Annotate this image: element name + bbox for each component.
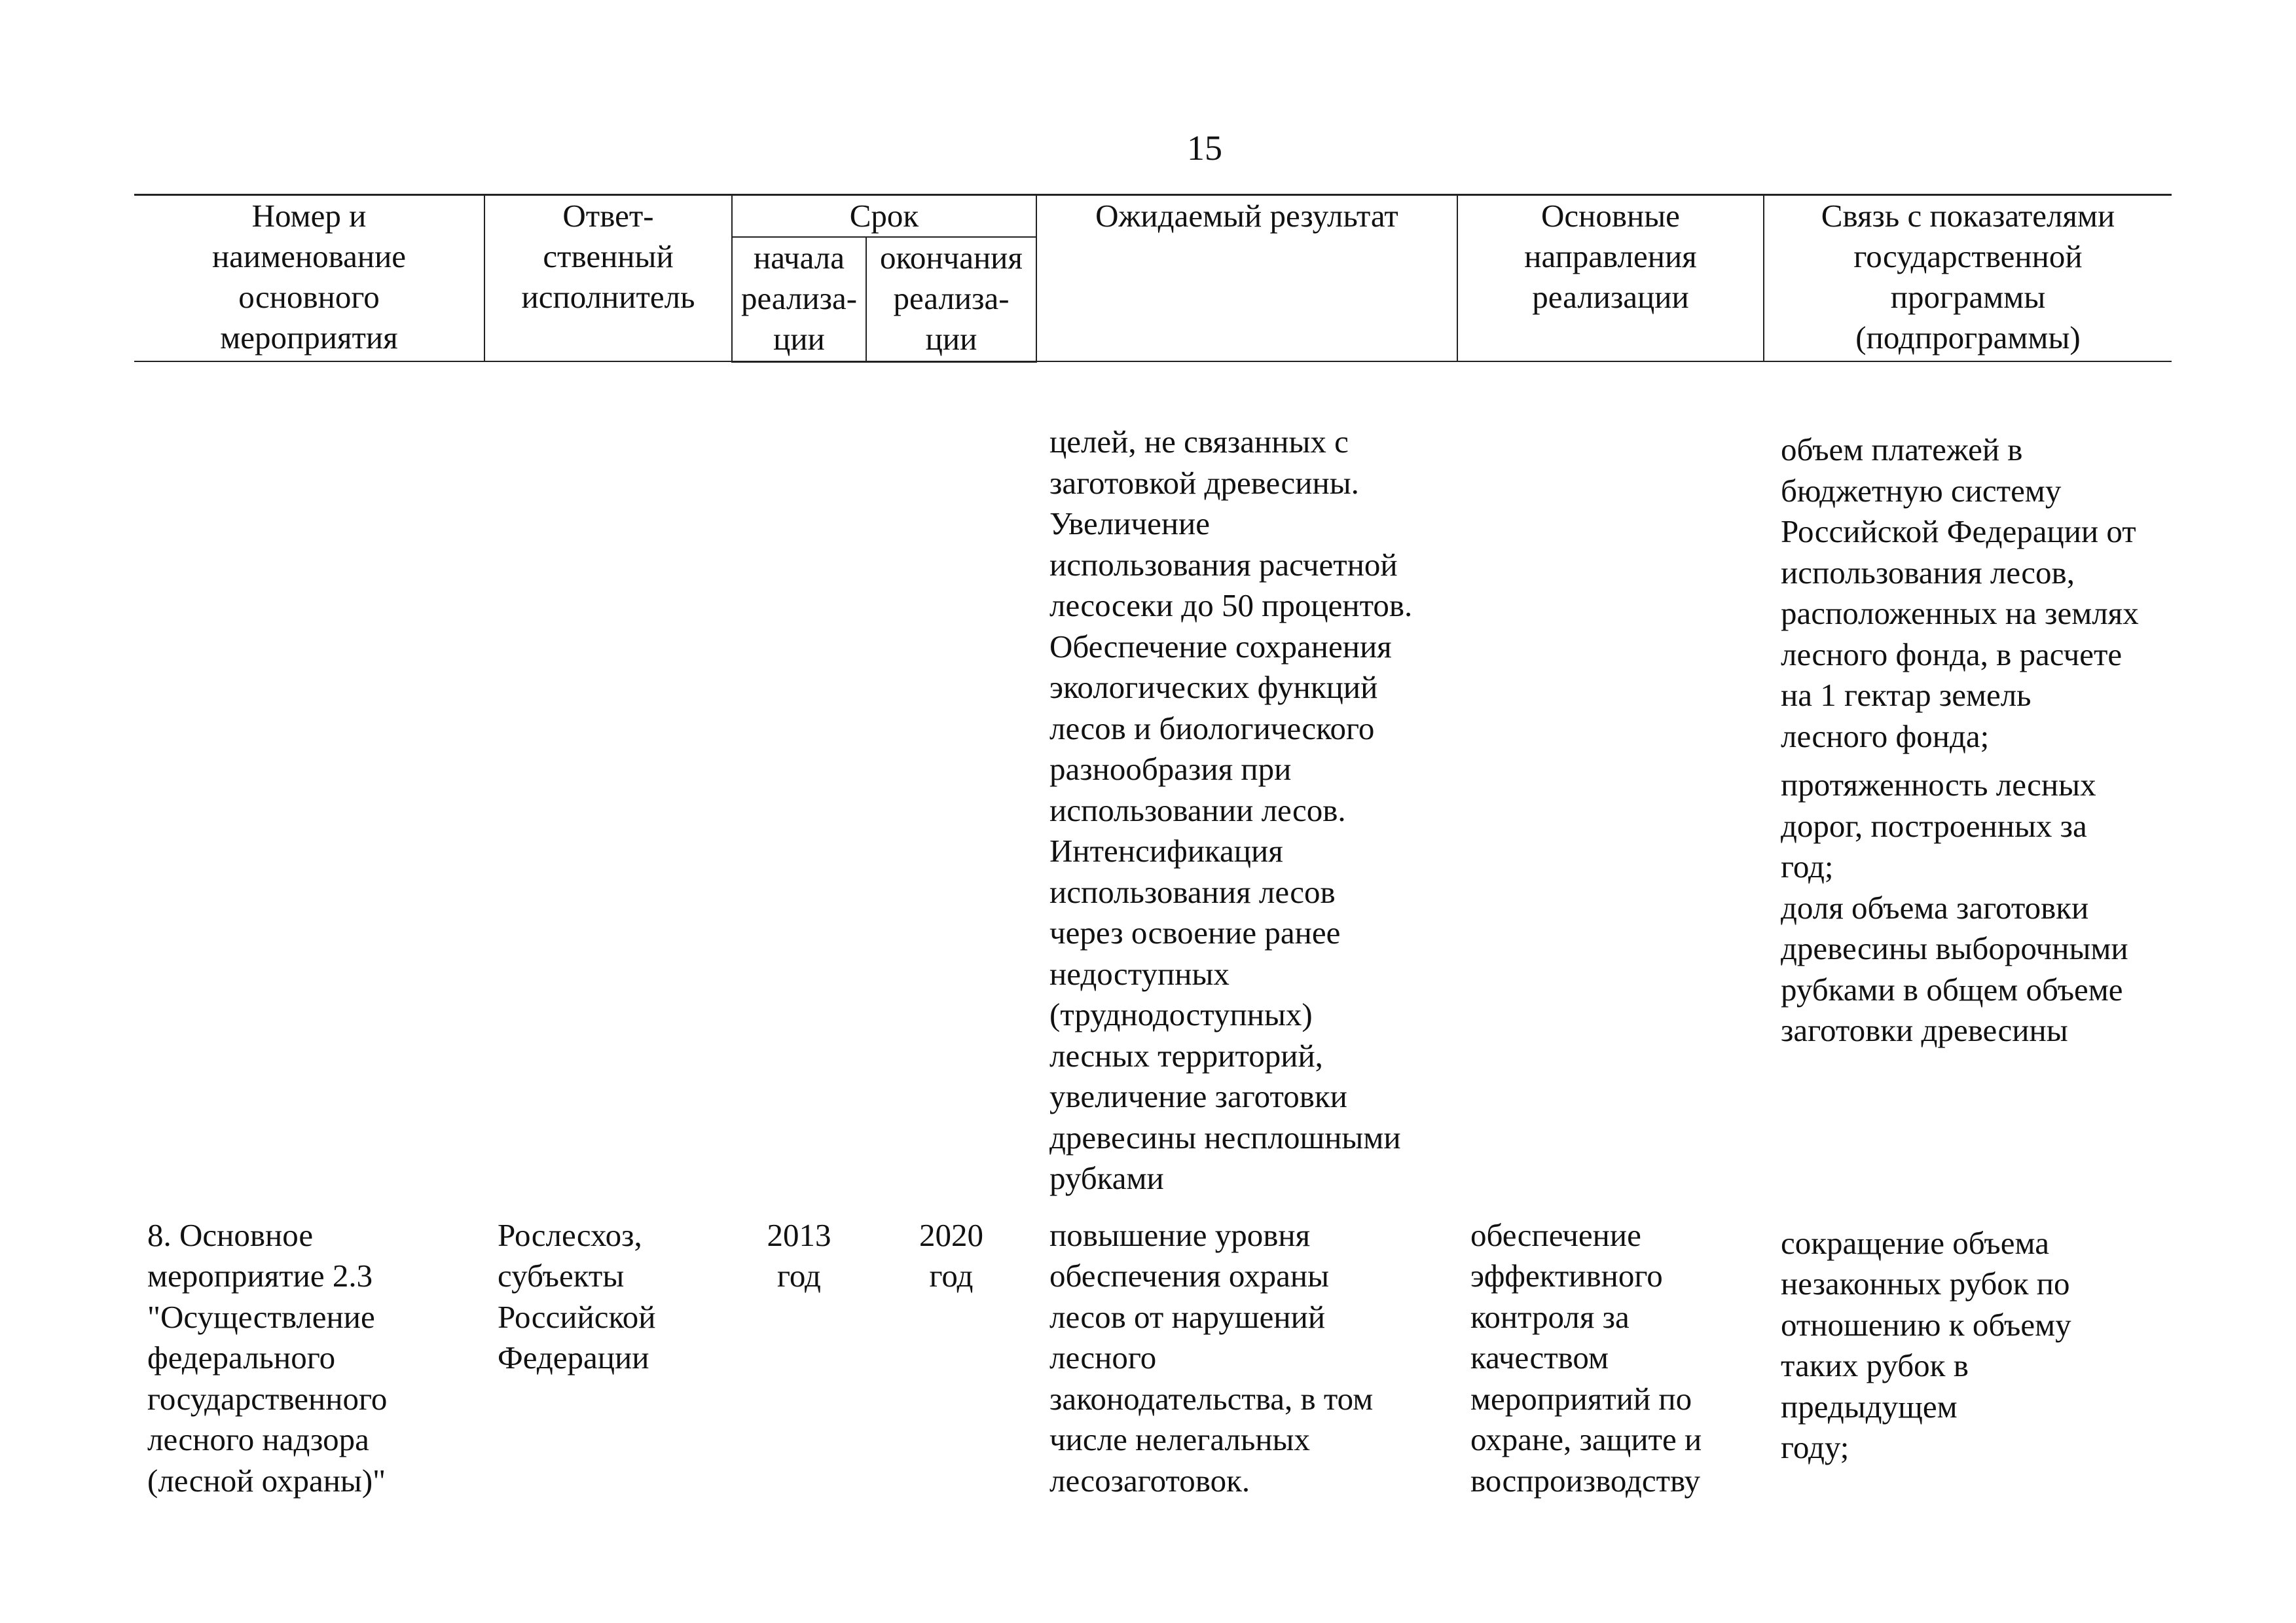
- table-row: [134, 1215, 2172, 1502]
- text-line: бюджетную систему: [1781, 472, 2062, 509]
- table-body: [134, 361, 2172, 1501]
- text-line: год: [929, 1258, 974, 1294]
- text-line: ции: [925, 321, 977, 357]
- measure-8-name: [134, 1215, 484, 1502]
- text-line: на 1 гектар земель: [1781, 677, 2032, 713]
- text-line: предыдущем: [1781, 1388, 1958, 1425]
- text-line: ственный: [543, 238, 674, 274]
- text-line: заготовкой древесины.: [1049, 464, 1359, 501]
- text-line: повышение уровня: [1049, 1216, 1311, 1253]
- text-line: Обеспечение сохранения: [1049, 628, 1392, 665]
- text-line: мероприятия: [220, 319, 398, 356]
- text-line: лесного фонда;: [1781, 718, 1990, 754]
- text-line: лесного надзора: [147, 1421, 369, 1457]
- text-line: лесов от нарушений: [1049, 1298, 1326, 1335]
- header-measure-name: [134, 195, 484, 362]
- text-line: реализации: [1532, 279, 1689, 315]
- header-indicators-link: [1764, 195, 2172, 362]
- text-line: таких рубок в: [1781, 1347, 1969, 1383]
- text-line: Увеличение: [1049, 505, 1211, 541]
- header-directions: [1457, 195, 1764, 362]
- header-term-start: [732, 237, 866, 361]
- page-number: 15: [1187, 128, 1222, 168]
- text-line: сокращение объема: [1781, 1224, 2049, 1261]
- text-line: доля объема заготовки: [1781, 889, 2089, 926]
- text-line: программы: [1890, 279, 2046, 315]
- header-term: Срок: [732, 195, 1036, 238]
- text-line: законодательства, в том: [1049, 1380, 1374, 1417]
- text-line: объем платежей в: [1781, 431, 2023, 467]
- text-line: направления: [1524, 238, 1697, 274]
- text-line: 8. Основное: [147, 1216, 314, 1253]
- header-executor: [484, 195, 732, 362]
- text-line: году;: [1781, 1429, 1850, 1465]
- header-term-end: [866, 237, 1036, 361]
- text-line: (труднодоступных): [1049, 996, 1313, 1032]
- text-line: государственной: [1853, 238, 2083, 274]
- text-line: (лесной охраны)": [147, 1462, 386, 1499]
- text-line: качеством: [1470, 1340, 1609, 1376]
- text-line: использования лесов,: [1781, 554, 2075, 591]
- text-line: лесного: [1049, 1340, 1157, 1376]
- text-line: Рослесхоз,: [498, 1216, 642, 1253]
- text-line: дорог, построенных за: [1781, 807, 2087, 844]
- text-line: реализа-: [893, 280, 1010, 316]
- text-line: ции: [773, 321, 825, 357]
- text-line: субъекты: [498, 1258, 625, 1294]
- text-line: федерального: [147, 1340, 336, 1376]
- text-line: разнообразия при: [1049, 751, 1292, 787]
- text-line: обеспечение: [1470, 1216, 1641, 1253]
- text-line: древесины выборочными: [1781, 930, 2128, 966]
- text-line: 2020: [919, 1216, 983, 1253]
- text-line: год;: [1781, 848, 1834, 884]
- text-line: наименование: [211, 238, 407, 274]
- text-line: использовании лесов.: [1049, 792, 1346, 828]
- header-expected-result: Ожидаемый результат: [1036, 195, 1457, 362]
- text-line: увеличение заготовки: [1049, 1078, 1347, 1114]
- text-line: лесного фонда, в расчете: [1781, 636, 2123, 672]
- indicator-roads-and-harvest: [1781, 765, 2172, 1051]
- text-line: лесосеки до 50 процентов.: [1049, 587, 1413, 623]
- text-line: (подпрограммы): [1855, 319, 2081, 356]
- text-line: заготовки древесины: [1781, 1012, 2068, 1048]
- text-line: Ответ-: [562, 198, 654, 234]
- table-header: [134, 195, 2172, 362]
- text-line: лесозаготовок.: [1049, 1462, 1250, 1499]
- text-line: незаконных рубок по: [1781, 1266, 2070, 1302]
- text-line: использования расчетной: [1049, 546, 1398, 583]
- measure-8-directions: [1457, 1215, 1764, 1502]
- measure-8-result: [1036, 1215, 1457, 1502]
- text-line: Связь с показателями: [1821, 198, 2115, 234]
- text-line: воспроизводству: [1470, 1462, 1701, 1499]
- indicator-payments: [1781, 422, 2172, 757]
- result-continuation: [1036, 422, 1457, 1199]
- text-line: экологических функций: [1049, 669, 1378, 705]
- text-line: контроля за: [1470, 1298, 1630, 1335]
- text-line: обеспечения охраны: [1049, 1258, 1330, 1294]
- text-line: Основные: [1541, 198, 1680, 234]
- text-line: использования лесов: [1049, 873, 1336, 910]
- measures-table: [134, 194, 2172, 1501]
- indicators-continuation: [1764, 422, 2172, 1199]
- text-line: целей, не связанных с: [1049, 424, 1349, 460]
- text-line: Российской Федерации от: [1781, 513, 2136, 549]
- text-line: отношению к объему: [1781, 1306, 2071, 1343]
- text-line: охране, защите и: [1470, 1421, 1702, 1457]
- text-line: числе нелегальных: [1049, 1421, 1310, 1457]
- measure-8-indicators: [1764, 1215, 2172, 1502]
- text-line: лесных территорий,: [1049, 1037, 1323, 1074]
- text-line: "Осуществление: [147, 1298, 375, 1335]
- text-line: рубками: [1049, 1160, 1164, 1196]
- text-line: начала: [753, 240, 845, 276]
- text-line: Российской: [498, 1298, 656, 1335]
- text-line: Федерации: [498, 1340, 649, 1376]
- text-line: древесины несплошными: [1049, 1119, 1401, 1156]
- text-line: мероприятий по: [1470, 1380, 1692, 1417]
- text-line: мероприятие 2.3: [147, 1258, 373, 1294]
- text-line: недоступных: [1049, 955, 1230, 992]
- text-line: рубками в общем объеме: [1781, 971, 2123, 1008]
- text-line: лесов и биологического: [1049, 710, 1375, 746]
- measure-8-executor: [484, 1215, 732, 1502]
- table-row: [134, 422, 2172, 1199]
- text-line: Номер и: [251, 198, 367, 234]
- measure-8-start: [732, 1215, 866, 1502]
- text-line: основного: [238, 279, 380, 315]
- text-line: окончания: [880, 240, 1023, 276]
- text-line: реализа-: [740, 280, 858, 316]
- text-line: год: [777, 1258, 821, 1294]
- measure-8-end: [866, 1215, 1036, 1502]
- text-line: протяженность лесных: [1781, 767, 2096, 803]
- text-line: расположенных на землях: [1781, 595, 2139, 631]
- text-line: государственного: [147, 1380, 388, 1417]
- text-line: 2013: [767, 1216, 831, 1253]
- text-line: эффективного: [1470, 1258, 1663, 1294]
- text-line: Интенсификация: [1049, 833, 1283, 869]
- text-line: исполнитель: [521, 279, 695, 315]
- text-line: через освоение ранее: [1049, 915, 1341, 951]
